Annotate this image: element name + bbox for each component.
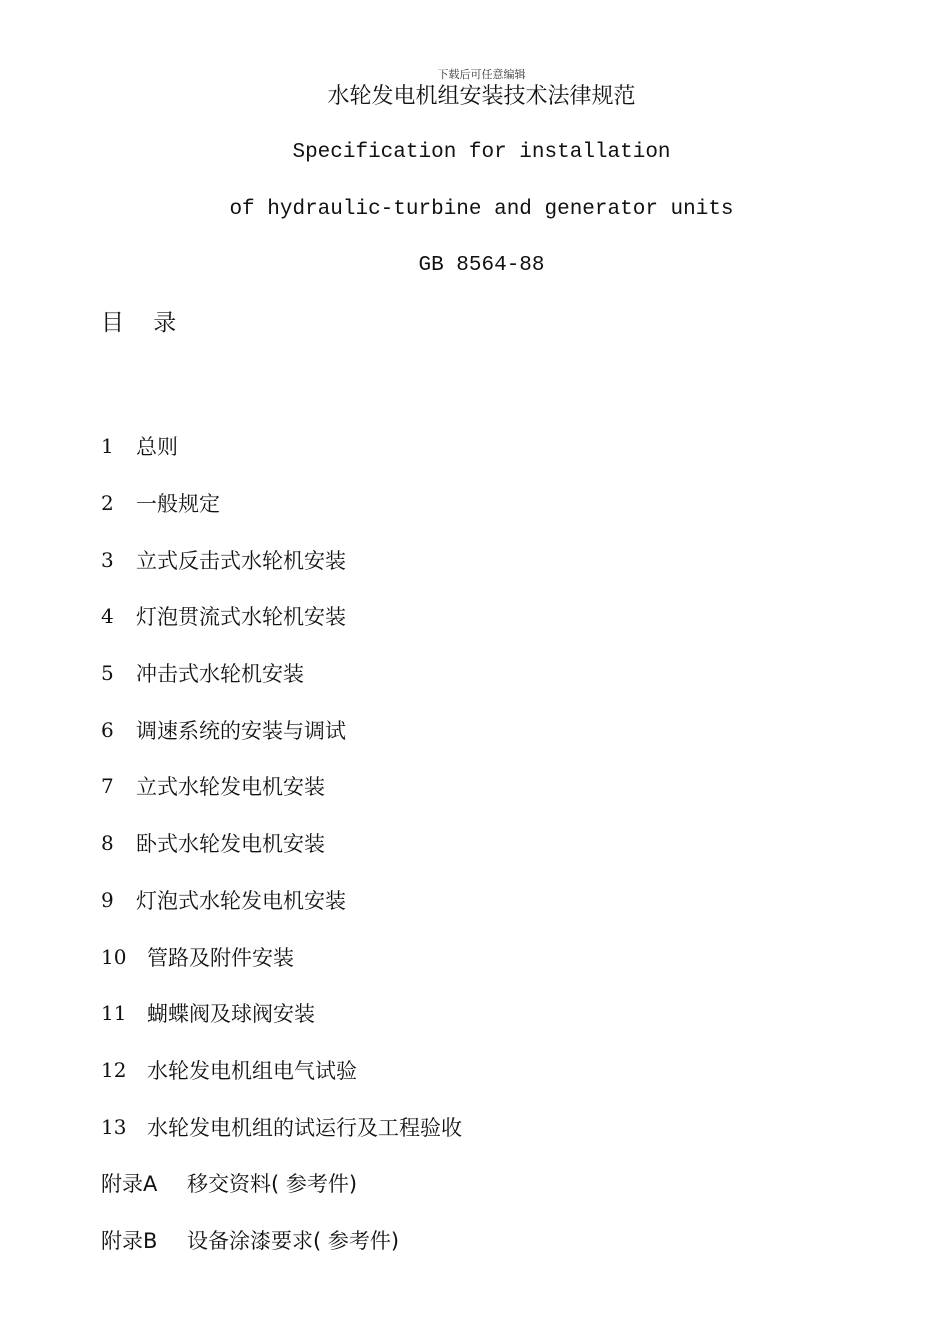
toc-item-number: 8 (101, 831, 114, 856)
toc-item-8[interactable] (101, 815, 462, 872)
toc-item-12[interactable] (101, 1042, 462, 1099)
toc-item-title: 立式水轮发电机安装 (136, 775, 325, 800)
document-title-english-line1: Specification for installation (292, 141, 671, 164)
toc-item-11[interactable] (101, 985, 462, 1042)
toc-item-appendix-b[interactable] (101, 1212, 462, 1269)
toc-item-number: 13 (101, 1114, 127, 1139)
watermark-text: 下载后可任意编辑 (437, 68, 526, 81)
toc-item-title: 卧式水轮发电机安装 (136, 832, 325, 857)
toc-item-number: 附录B (101, 1228, 158, 1253)
toc-item-number: 12 (101, 1057, 127, 1082)
toc-item-appendix-a[interactable] (101, 1155, 462, 1212)
toc-item-6[interactable] (101, 701, 462, 758)
toc-item-9[interactable] (101, 872, 462, 929)
toc-item-title: 蝴蝶阀及球阀安装 (147, 1002, 315, 1027)
toc-item-3[interactable] (101, 531, 462, 588)
toc-item-number: 11 (101, 1001, 127, 1026)
toc-item-title: 水轮发电机组的试运行及工程验收 (147, 1115, 462, 1140)
toc-item-number: 5 (101, 661, 114, 686)
document-title-chinese: 水轮发电机组安装技术法律规范 (327, 84, 636, 109)
toc-item-2[interactable] (101, 475, 462, 532)
toc-item-title: 一般规定 (136, 492, 220, 517)
toc-item-title: 水轮发电机组电气试验 (147, 1058, 357, 1083)
toc-item-1[interactable] (101, 418, 462, 475)
toc-item-number: 6 (101, 717, 114, 742)
toc-item-title: 灯泡贯流式水轮机安装 (136, 605, 346, 630)
toc-item-number: 2 (101, 491, 114, 516)
table-of-contents (101, 418, 462, 1268)
toc-item-number: 10 (101, 944, 127, 969)
toc-item-title: 灯泡式水轮发电机安装 (136, 888, 346, 913)
toc-heading: 目 录 (101, 310, 177, 336)
toc-item-number: 4 (101, 604, 114, 629)
toc-item-10[interactable] (101, 928, 462, 985)
toc-item-title: 冲击式水轮机安装 (136, 662, 304, 687)
toc-item-number: 9 (101, 887, 114, 912)
toc-item-number: 3 (101, 547, 114, 572)
toc-item-7[interactable] (101, 758, 462, 815)
toc-item-title: 立式反击式水轮机安装 (136, 548, 346, 573)
toc-item-title: 移交资料( 参考件) (187, 1172, 358, 1197)
toc-item-title: 设备涂漆要求( 参考件) (187, 1228, 400, 1253)
toc-item-4[interactable] (101, 588, 462, 645)
toc-item-13[interactable] (101, 1098, 462, 1155)
toc-item-title: 管路及附件安装 (147, 945, 294, 970)
toc-item-number: 附录A (101, 1172, 158, 1197)
standard-code: GB 8564-88 (418, 254, 545, 277)
toc-item-number: 7 (101, 774, 114, 799)
toc-item-number: 1 (101, 434, 114, 459)
toc-item-title: 调速系统的安装与调试 (136, 718, 346, 743)
document-title-english-line2: of hydraulic-turbine and generator units (229, 198, 734, 221)
toc-item-5[interactable] (101, 645, 462, 702)
toc-item-title: 总则 (136, 435, 178, 460)
